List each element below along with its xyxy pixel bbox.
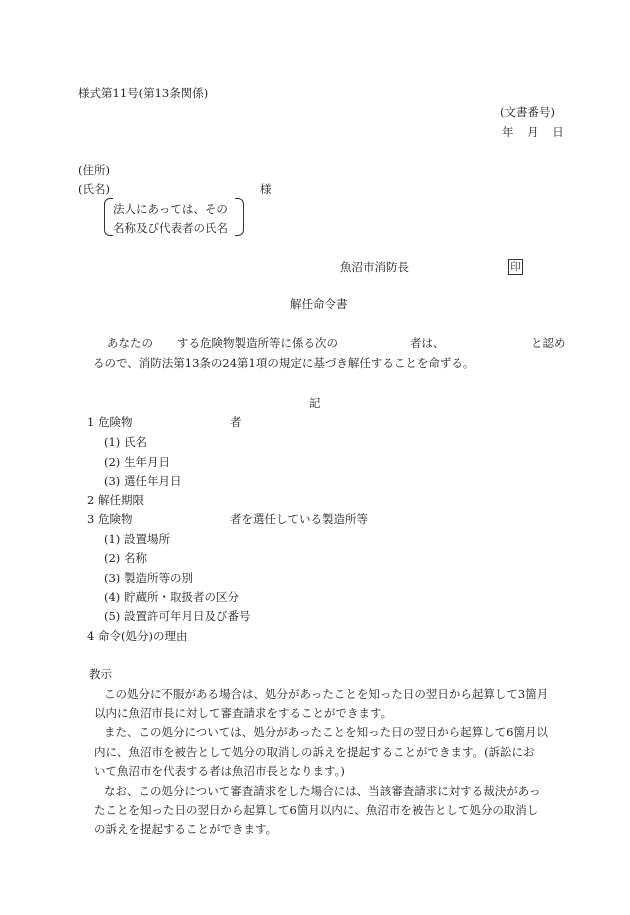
- form-number: 様式第11号(第13条関係): [78, 86, 209, 100]
- seal-mark: 印: [508, 259, 523, 275]
- item3: 3 危険物: [87, 512, 133, 526]
- notice-line: また、この処分については、処分があったことを知った日の翌日から起算して6箇月以: [104, 725, 548, 739]
- corporate-note-line1: 法人にあっては、その: [113, 202, 228, 216]
- item4: 4 命令(処分)の理由: [87, 629, 188, 643]
- notice-line: いて魚沼市を代表する者は魚沼市長となります。): [94, 764, 345, 778]
- name-label: (氏名): [78, 182, 110, 196]
- body-line1-d: と認め: [531, 336, 566, 350]
- item3-sub-1: (1) 設置場所: [104, 532, 170, 546]
- notice-line: たことを知った日の翌日から起算して6箇月以内に、魚沼市を被告として処分の取消し: [94, 803, 539, 817]
- notice-line: この処分に不服がある場合は、処分があったことを知った日の翌日から起算して3箇月: [104, 687, 549, 701]
- issue-date: 年 月 日: [502, 125, 564, 139]
- notice-line: 内に、魚沼市を被告として処分の取消しの訴えを提起することができます。(訴訟にお: [94, 745, 535, 759]
- notice-heading: 教示: [89, 667, 112, 681]
- item1-sub-2: (2) 生年月日: [104, 455, 170, 469]
- item1-sub-1: (1) 氏名: [104, 435, 147, 449]
- corporate-note-line2: 名称及び代表者の氏名: [113, 221, 228, 235]
- document-title: 解任命令書: [290, 297, 348, 311]
- item3-sub-3: (3) 製造所等の別: [104, 571, 193, 585]
- address-label: (住所): [78, 163, 110, 177]
- body-line1-a: あなたの: [107, 336, 153, 350]
- notice-line: 以内に魚沼市長に対して審査請求をすることができます。: [94, 706, 393, 720]
- left-bracket: [104, 198, 113, 236]
- item3-suffix: 者を選任している製造所等: [230, 512, 368, 526]
- right-bracket: [235, 198, 244, 236]
- document-number: (文書番号): [500, 105, 555, 119]
- body-line1-b: する危険物製造所等に係る次の: [177, 336, 338, 350]
- honorific: 様: [260, 182, 272, 196]
- item3-sub-4: (4) 貯蔵所・取扱者の区分: [104, 590, 239, 604]
- notice-line: の訴えを提起することができます。: [94, 822, 278, 836]
- notice-line: なお、この処分について審査請求をした場合には、当該審査請求に対する裁決があっ: [104, 784, 541, 798]
- item3-sub-5: (5) 設置許可年月日及び番号: [104, 609, 251, 623]
- record-heading: 記: [309, 396, 321, 410]
- item1-suffix: 者: [230, 415, 242, 429]
- body-line1-c: 者は、: [410, 336, 445, 350]
- item2: 2 解任期限: [87, 493, 144, 507]
- body-line2: るので、消防法第13条の24第1項の規定に基づき解任することを命ずる。: [93, 356, 475, 370]
- item1: 1 危険物: [87, 415, 133, 429]
- item1-sub-3: (3) 選任年月日: [104, 474, 182, 488]
- issuer-title: 魚沼市消防長: [340, 260, 409, 274]
- item3-sub-2: (2) 名称: [104, 551, 147, 565]
